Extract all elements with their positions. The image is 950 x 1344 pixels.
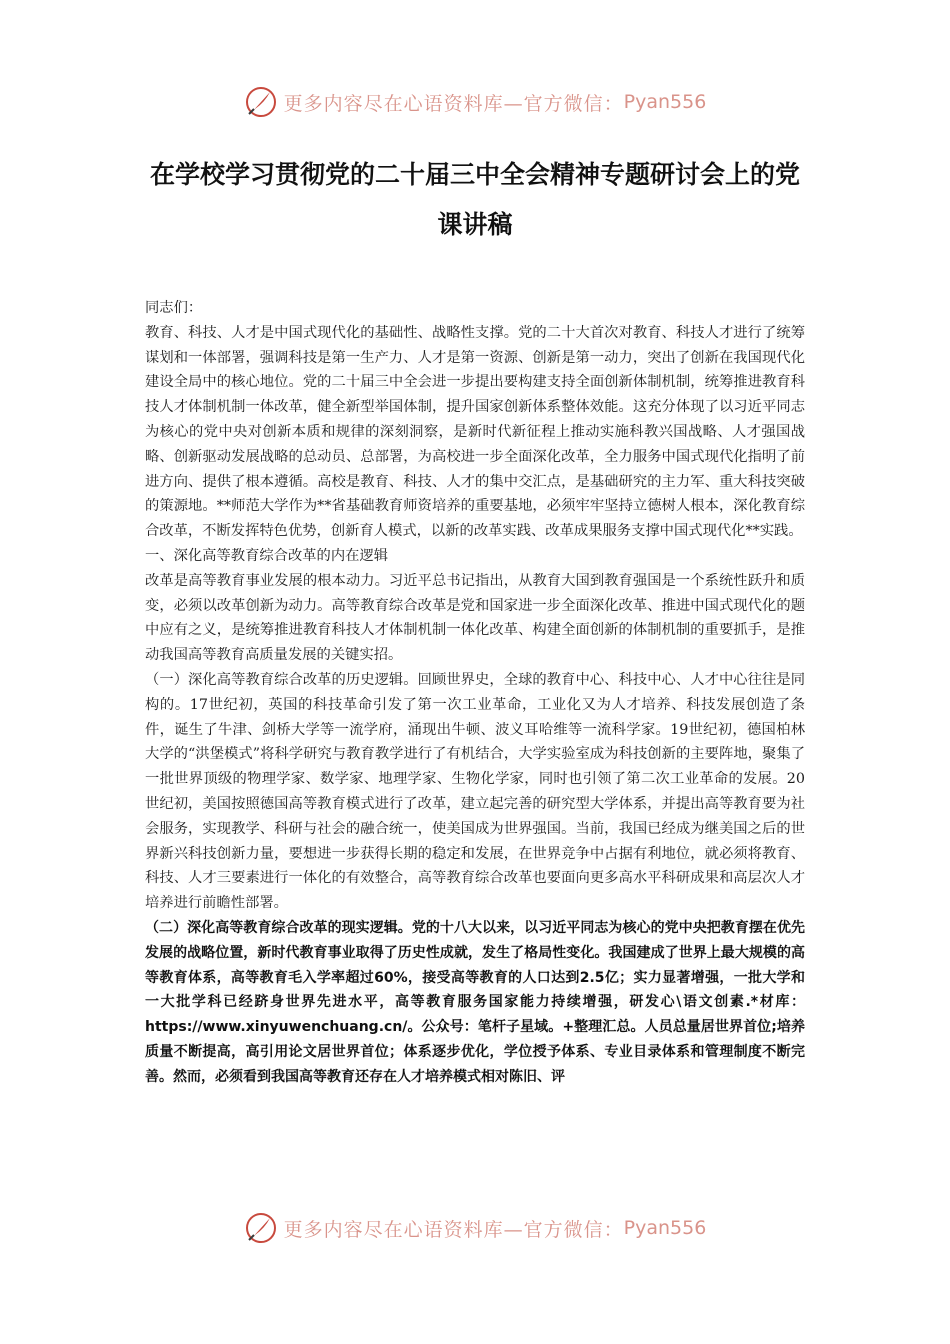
banner-text: 更多内容尽在心语资料库—官方微信： [283, 1218, 624, 1241]
footer-banner [0, 1208, 950, 1248]
document-title: 在学校学习贯彻党的二十届三中全会精神专题研讨会上的党课讲稿 [149, 160, 800, 239]
greeting: 同志们： [145, 300, 203, 316]
paragraph-practical-logic: （二）深化高等教育综合改革的现实逻辑。党的十八大以来，以习近平同志为核心的党中央把教育摆在优先发展的战略位置，新时代教育事业取得了历史性成就，发生了格局性变化。我国建成了世界上最大规模的高等教育体系，高等教育毛入学率超过60%，接受高等教育的人口达到2.5亿；实力显著增强，一批大学和一大批学科已经跻身世界先进水平，高等教育服务国家能力持续增强，研发心\语文创素.*材库：https://www.xinyuwenchuang.cn/。公众号：笔杆子星域。+整理汇总。人员总量居世界首位;培养质量不断提高，高引用论文居世界首位；体系逐步优化，学位授予体系、专业目录体系和管理制度不断完善。然而，必须看到我国高等教育还存在人才培养模式相对陈旧、评 [145, 919, 805, 1085]
paragraph-historical-logic: （一）深化高等教育综合改革的历史逻辑。回顾世界史，全球的教育中心、科技中心、人才中心往往是同构的。17世纪初，英国的科技革命引发了第一次工业革命，工业化又为人才培养、科技发展创造了条件，诞生了牛津、剑桥大学等一流学府，涌现出牛顿、波义耳哈维等一流科学家。19世纪初，德国柏林大学的“洪堡模式”将科学研究与教育教学进行了有机结合，大学实验室成为科技创新的主要阵地，聚集了一批世界顶级的物理学家、数学家、地理学家、生物化学家，同时也引领了第二次工业革命的发展。20世纪初，美国按照德国高等教育模式进行了改革，建立起完善的研究型大学体系，并提出高等教育要为社会服务，实现教学、科研与社会的融合统一，使美国成为世界强国。当前，我国已经成为继美国之后的世界新兴科技创新力量，要想进一步获得长期的稳定和发展，在世界竞争中占据有利地位，就必须将教育、科技、人才三要素进行一体化的有效整合，高等教育综合改革也要面向更多高水平科研成果和高层次人才培养进行前瞻性部署。 [145, 671, 805, 912]
banner-wechat-handle: Pyan556 [623, 1217, 707, 1239]
paragraph-reform: 改革是高等教育事业发展的根本动力。习近平总书记指出，从教育大国到教育强国是一个系统性跃升和质变，必须以改革创新为动力。高等教育综合改革是党和国家进一步全面深化改革、推进中国式现代化的题中应有之义，是统筹推进教育科技人才体制机制一体化改革、构建全面创新的体制机制的重要抓手，是推动我国高等教育高质量发展的关键实招。 [145, 572, 805, 664]
quill-logo-icon [244, 85, 278, 119]
banner-wechat-handle: Pyan556 [623, 91, 707, 113]
banner-text: 更多内容尽在心语资料库—官方微信： [283, 92, 624, 115]
quill-logo-icon [244, 1211, 278, 1245]
section-heading-1: 一、深化高等教育综合改革的内在逻辑 [145, 547, 389, 564]
header-banner [0, 82, 950, 122]
paragraph-intro: 教育、科技、人才是中国式现代化的基础性、战略性支撑。党的二十大首次对教育、科技人才进行了统筹谋划和一体部署，强调科技是第一生产力、人才是第一资源、创新是第一动力，突出了创新在我国现代化建设全局中的核心地位。党的二十届三中全会进一步提出要构建支持全面创新体制机制，统筹推进教育科技人才体制机制一体改革，健全新型举国体制，提升国家创新体系整体效能。这充分体现了以习近平同志为核心的党中央对创新本质和规律的深刻洞察，是新时代新征程上推动实施科教兴国战略、人才强国战略、创新驱动发展战略的总动员、总部署，为高校进一步全面深化改革，全力服务中国式现代化指明了前进方向、提供了根本遵循。高校是教育、科技、人才的集中交汇点，是基础研究的主力军、重大科技突破的策源地。**师范大学作为**省基础教育师资培养的重要基地，必须牢牢坚持立德树人根本，深化教育综合改革，不断发挥特色优势，创新育人模式，以新的改革实践、改革成果服务支撑中国式现代化**实践。 [145, 324, 805, 540]
document-body [145, 296, 805, 1090]
